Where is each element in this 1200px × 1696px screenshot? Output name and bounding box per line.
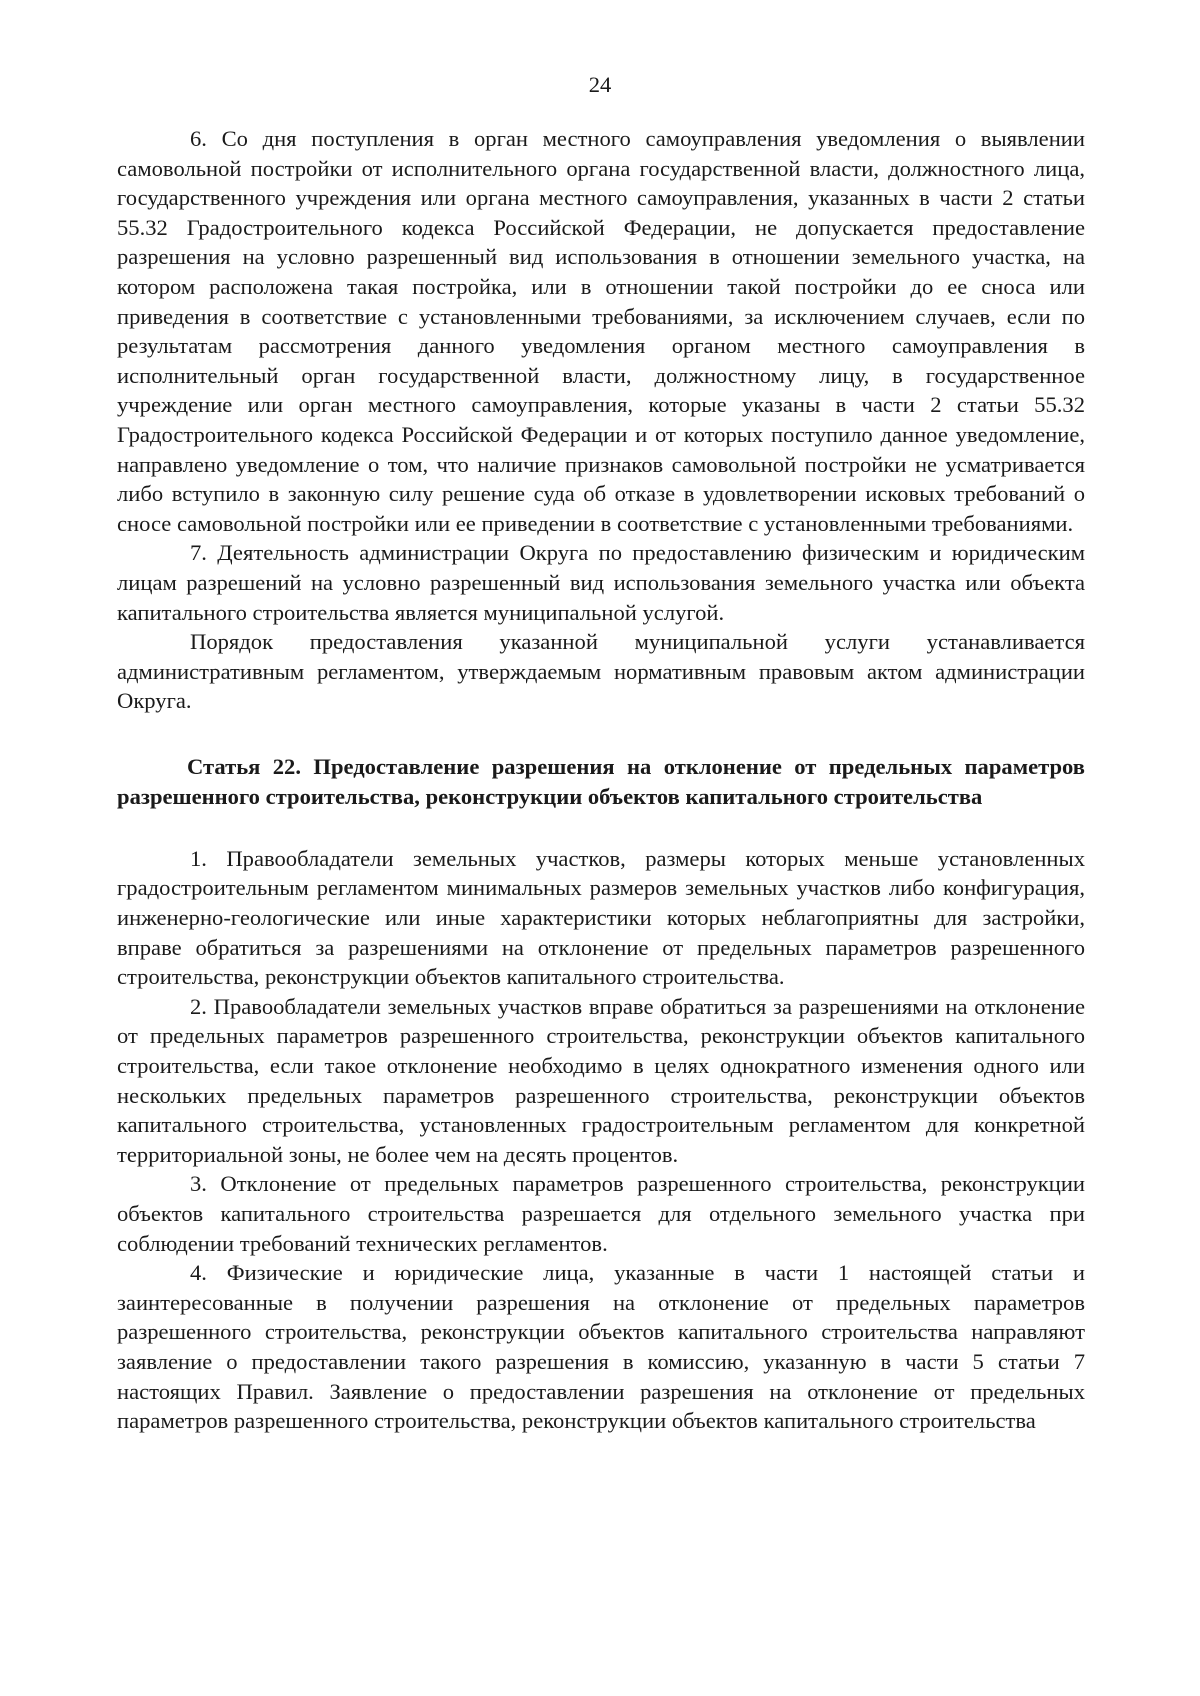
paragraph-4: 4. Физические и юридические лица, указанные в части 1 настоящей статьи и заинтересованные в получении разрешения на отклонение от предельных параметров разрешенного строительства, реконструкции объектов капитального строительства направляют заявление о предоставлении такого разрешения в комиссию, указанную в части 5 статьи 7 настоящих Правил. Заявление о предоставлении разрешения на отклонение от предельных параметров разрешенного строительства, реконструкции объектов капитального строительства: [117, 1260, 1085, 1434]
article-heading: Статья 22. Предоставление разрешения на отклонение от предельных параметров разрешенного строительства, реконструкции объектов капитального строительства: [117, 753, 1085, 809]
document-body: [117, 124, 1085, 1436]
paragraph-6: 6. Со дня поступления в орган местного самоуправления уведомления о выявлении самовольной постройки от исполнительного органа государственной власти, должностного лица, государственного учреждения или органа местного самоуправления, указанных в части 2 статьи 55.32 Градостроительного кодекса Российской Федерации, не допускается предоставление разрешения на условно разрешенный вид использования в отношении земельного участка, на котором расположена такая постройка, или в отношении такой постройки до ее сноса или приведения в соответствие с установленными требованиями, за исключением случаев, если по результатам рассмотрения данного уведомления органом местного самоуправления в исполнительный орган государственной власти, должностному лицу, в государственное учреждение или орган местного самоуправления, которые указаны в части 2 статьи 55.32 Градостроительного кодекса Российской Федерации и от которых поступило данное уведомление, направлено уведомление о том, что наличие признаков самовольной постройки не усматривается либо вступило в законную силу решение суда об отказе в удовлетворении исковых требований о сносе самовольной постройки или ее приведении в соответствие с установленными требованиями.: [117, 126, 1085, 536]
paragraph-procedure: Порядок предоставления указанной муниципальной услуги устанавливается административным регламентом, утверждаемым нормативным правовым актом администрации Округа.: [117, 629, 1085, 714]
page-number: 24: [588, 72, 612, 97]
paragraph-3: 3. Отклонение от предельных параметров разрешенного строительства, реконструкции объектов капитального строительства разрешается для отдельного земельного участка при соблюдении требований технических регламентов.: [117, 1171, 1085, 1256]
paragraph-2: 2. Правообладатели земельных участков вправе обратиться за разрешениями на отклонение от предельных параметров разрешенного строительства, реконструкции объектов капитального строительства, если такое отклонение необходимо в целях однократного изменения одного или нескольких предельных параметров разрешенного строительства, реконструкции объектов капитального строительства, установленных градостроительным регламентом для конкретной территориальной зоны, не более чем на десять процентов.: [117, 993, 1085, 1167]
paragraph-7: 7. Деятельность администрации Округа по предоставлению физическим и юридическим лицам разрешений на условно разрешенный вид использования земельного участка или объекта капитального строительства является муниципальной услугой.: [117, 540, 1085, 625]
paragraph-1: 1. Правообладатели земельных участков, размеры которых меньше установленных градостроительным регламентом минимальных размеров земельных участков либо конфигурация, инженерно-геологические или иные характеристики которых неблагоприятны для застройки, вправе обратиться за разрешениями на отклонение от предельных параметров разрешенного строительства, реконструкции объектов капитального строительства.: [117, 845, 1085, 990]
